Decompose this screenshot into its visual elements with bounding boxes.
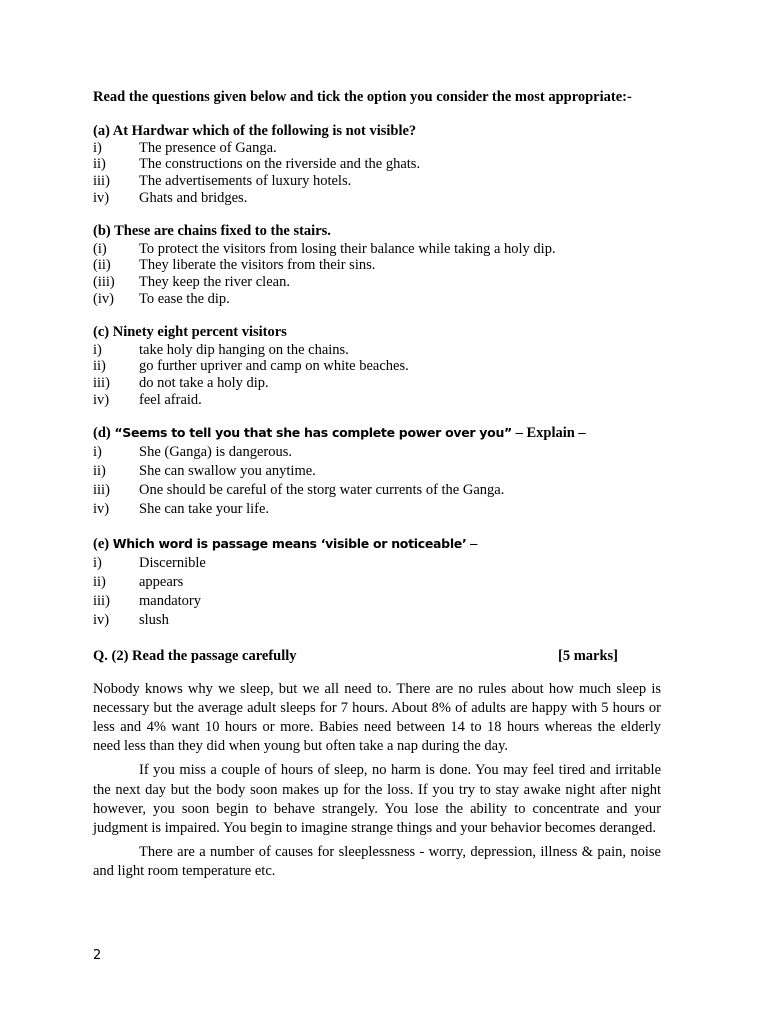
option[interactable] — [93, 500, 661, 519]
option-number: iii) — [93, 482, 110, 499]
option-number: iv) — [93, 501, 110, 518]
option[interactable] — [93, 592, 661, 611]
question-e-title — [93, 536, 661, 553]
question-d — [93, 425, 661, 520]
instructions: Read the questions given below and tick the option you consider the most appropriate:- — [93, 89, 632, 105]
question-d-title — [93, 425, 661, 442]
q2-heading — [93, 648, 661, 665]
option-number: i) — [93, 554, 102, 571]
option-number: ii) — [93, 156, 106, 173]
option-text: She can swallow you anytime. — [139, 462, 316, 479]
option-number: iii) — [93, 593, 110, 610]
option-text: They liberate the visitors from their sins. — [139, 257, 376, 274]
option-number: iv) — [93, 612, 110, 629]
option-number: ii) — [93, 462, 106, 479]
option[interactable] — [93, 190, 661, 207]
option[interactable] — [93, 173, 661, 190]
option-number: iii) — [93, 173, 110, 190]
option[interactable] — [93, 342, 661, 359]
option-text: To ease the dip. — [139, 290, 230, 307]
q2-title: Q. (2) Read the passage carefully — [93, 647, 297, 664]
option-text: The constructions on the riverside and the ghats. — [139, 156, 421, 173]
option-text: She (Ganga) is dangerous. — [139, 443, 293, 460]
option-number: i) — [93, 139, 102, 156]
option-text: Ghats and bridges. — [139, 189, 248, 206]
option-text: One should be careful of the storg water currents of the Ganga. — [139, 482, 505, 499]
option-text: go further upriver and camp on white beaches. — [139, 358, 409, 375]
option-text: To protect the visitors from losing their balance while taking a holy dip. — [139, 240, 556, 257]
option-number: (iii) — [93, 274, 115, 291]
passage-paragraph: If you miss a couple of hours of sleep, no harm is done. You may feel tired and irritable the next day but the body soon makes up for the loss. If you try to stay awake night after night however, you soon begin to behave strangely. You lose the ability to concentrate and your judgment is impaired. You begin to imagine strange things and your behavior becomes deranged. — [93, 762, 661, 836]
option-text: slush — [139, 612, 169, 629]
option-text: take holy dip hanging on the chains. — [139, 341, 349, 358]
option[interactable] — [93, 554, 661, 573]
question-d-quote: “Seems to tell you that she has complete power over you” — [114, 424, 512, 440]
option-number: (i) — [93, 240, 107, 257]
option-number: iv) — [93, 391, 110, 408]
q2-marks: [5 marks] — [558, 647, 619, 664]
question-c — [93, 324, 661, 409]
option-text: do not take a holy dip. — [139, 375, 269, 392]
option[interactable] — [93, 462, 661, 481]
question-d-suffix: – Explain – — [511, 424, 586, 441]
option-text: The presence of Ganga. — [139, 139, 277, 156]
page-number: 2 — [93, 948, 102, 963]
option-number: (iv) — [93, 290, 114, 307]
question-a-title: (a) At Hardwar which of the following is not visible? — [93, 122, 417, 139]
option-text: She can take your life. — [139, 501, 270, 518]
option[interactable] — [93, 140, 661, 157]
question-e-prefix: (e) — [93, 535, 113, 552]
option[interactable] — [93, 358, 661, 375]
passage-paragraph: There are a number of causes for sleeplessness - worry, depression, illness & pain, noise and light room temperature etc. — [93, 844, 661, 880]
option-number: iii) — [93, 375, 110, 392]
question-e-quote: Which word is passage means ‘visible or noticeable’ — [112, 535, 467, 551]
option-number: i) — [93, 443, 102, 460]
option[interactable] — [93, 611, 661, 630]
option-text: The advertisements of luxury hotels. — [139, 173, 352, 190]
option-number: i) — [93, 341, 102, 358]
question-b-title: (b) These are chains fixed to the stairs. — [93, 222, 331, 239]
option[interactable] — [93, 241, 661, 258]
option[interactable] — [93, 573, 661, 592]
question-d-prefix: (d) — [93, 424, 115, 441]
option[interactable] — [93, 291, 661, 308]
option-text: feel afraid. — [139, 391, 202, 408]
option-number: ii) — [93, 358, 106, 375]
option[interactable] — [93, 257, 661, 274]
option-number: ii) — [93, 573, 106, 590]
option[interactable] — [93, 156, 661, 173]
option-text: mandatory — [139, 593, 202, 610]
passage-paragraph: Nobody knows why we sleep, but we all need to. There are no rules about how much sleep is necessary but the average adult sleeps for 7 hours. About 8% of adults are happy with 5 hours or less and 4% want 10 hours or more. Babies need between 14 to 18 hours whereas the elderly need less than they did when young but often take a nap during the day. — [93, 680, 661, 755]
option[interactable] — [93, 443, 661, 462]
question-c-title: (c) Ninety eight percent visitors — [93, 323, 287, 340]
option[interactable] — [93, 481, 661, 500]
option[interactable] — [93, 375, 661, 392]
option-text: Discernible — [139, 554, 206, 571]
option[interactable] — [93, 274, 661, 291]
option-text: appears — [139, 573, 184, 590]
option-text: They keep the river clean. — [139, 274, 290, 291]
worksheet-page — [93, 89, 661, 882]
question-a — [93, 123, 661, 207]
question-b — [93, 223, 661, 308]
question-e — [93, 536, 661, 631]
option[interactable] — [93, 392, 661, 409]
option-number: iv) — [93, 189, 110, 206]
question-e-suffix: – — [466, 535, 478, 552]
option-number: (ii) — [93, 257, 111, 274]
